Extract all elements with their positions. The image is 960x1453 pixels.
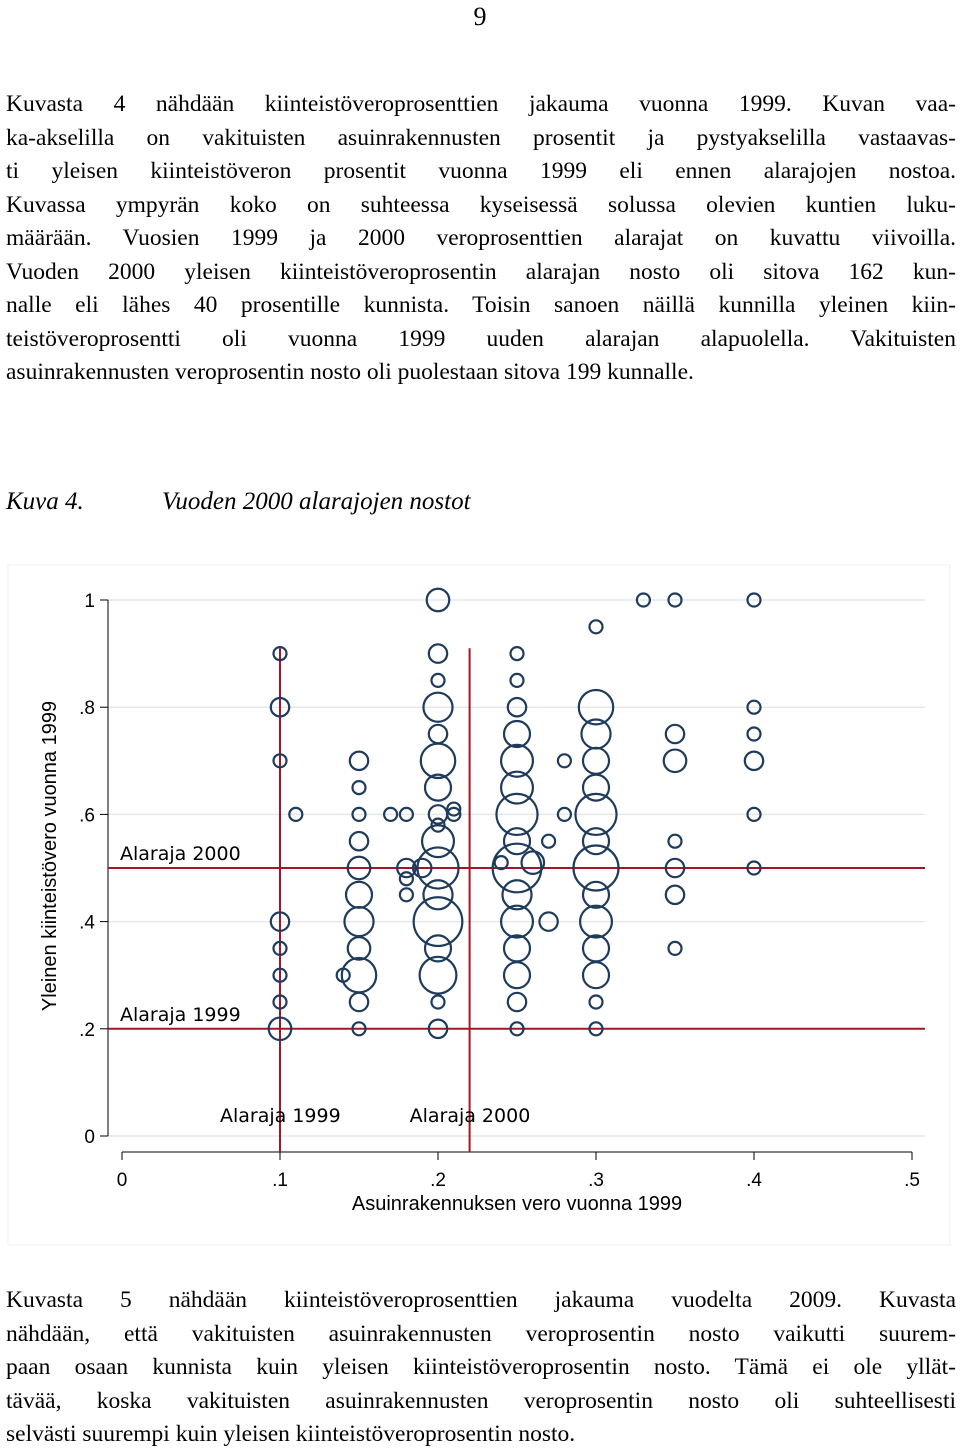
text-line: Kuvasta 5 nähdään kiinteistöveroprosenttien jakauma vuodelta 2009. Kuvasta [6, 1287, 956, 1313]
text-line: ka-akselilla on vakituisten asuinrakennusten prosentit ja pystyakselilla vastaavas- [6, 124, 956, 151]
y-tick-label: 1 [84, 591, 95, 612]
text-line: nähdään, että vakituisten asuinrakennusten veroprosentin nosto vaikutti suurem- [6, 1320, 956, 1347]
chart-frame [8, 565, 950, 1245]
text-line: selvästi suurempi kuin yleisen kiinteistöveroprosentin nosto. [6, 1421, 576, 1447]
text-line: tävää, koska vakituisten asuinrakennusten veroprosentin nosto oli suhteellisesti [6, 1387, 956, 1414]
y-tick-label: .4 [79, 912, 95, 934]
x-tick-label: .5 [904, 1170, 920, 1191]
text-line: Kuvasta 4 nähdään kiinteistöveroprosenttien jakauma vuonna 1999. Kuvan vaa- [6, 91, 956, 117]
reference-label: Alaraja 2000 [120, 843, 241, 865]
text-line: ti yleisen kiinteistöveron prosentit vuonna 1999 eli ennen alarajojen nostoa. [6, 158, 956, 184]
x-tick-label: .3 [588, 1170, 604, 1191]
reference-label: Alaraja 1999 [120, 1003, 241, 1026]
y-tick-label: 0 [84, 1127, 95, 1148]
x-axis-title: Asuinrakennuksen vero vuonna 1999 [351, 1193, 683, 1215]
page-number: 9 [473, 2, 487, 31]
x-tick-label: .4 [746, 1170, 762, 1191]
y-tick-label: .2 [79, 1019, 95, 1041]
text-line: määrään. Vuosien 1999 ja 2000 veroprosenttien alarajat on kuvattu viivoilla. [6, 225, 956, 251]
text-line: Vuoden 2000 yleisen kiinteistöveroprosentin alarajan nosto oli sitova 162 kun- [6, 258, 956, 285]
text-line: paan osaan kunnista kuin yleisen kiinteistöveroprosentin nosto. Tämä ei ole yllät- [6, 1354, 956, 1380]
text-line: teistöveroprosentti oli vuonna 1999 uuden alarajan alapuolella. Vakituisten [6, 325, 956, 352]
x-tick-label: .2 [430, 1170, 446, 1191]
x-tick-label: .1 [272, 1170, 288, 1191]
figure-title: Vuoden 2000 alarajojen nostot [162, 488, 471, 515]
text-line: Kuvassa ympyrän koko on suhteessa kyseisessä solussa olevien kuntien luku- [6, 191, 956, 218]
text-line: asuinrakennusten veroprosentin nosto oli puolestaan sitova 199 kunnalle. [6, 359, 694, 385]
text-line: nalle eli lähes 40 prosentille kunnista. Toisin sanoen näillä kunnilla yleinen kiin- [6, 292, 956, 318]
reference-label: Alaraja 1999 [220, 1105, 341, 1127]
y-axis-title: Yleinen kiinteistövero vuonna 1999 [39, 700, 61, 1012]
y-tick-label: .6 [79, 805, 95, 827]
outro-paragraph [6, 1284, 956, 1452]
figure-label: Kuva 4. [6, 488, 84, 515]
y-tick-label: .8 [79, 698, 95, 720]
x-tick-label: 0 [116, 1170, 128, 1191]
reference-label: Alaraja 2000 [409, 1105, 531, 1127]
